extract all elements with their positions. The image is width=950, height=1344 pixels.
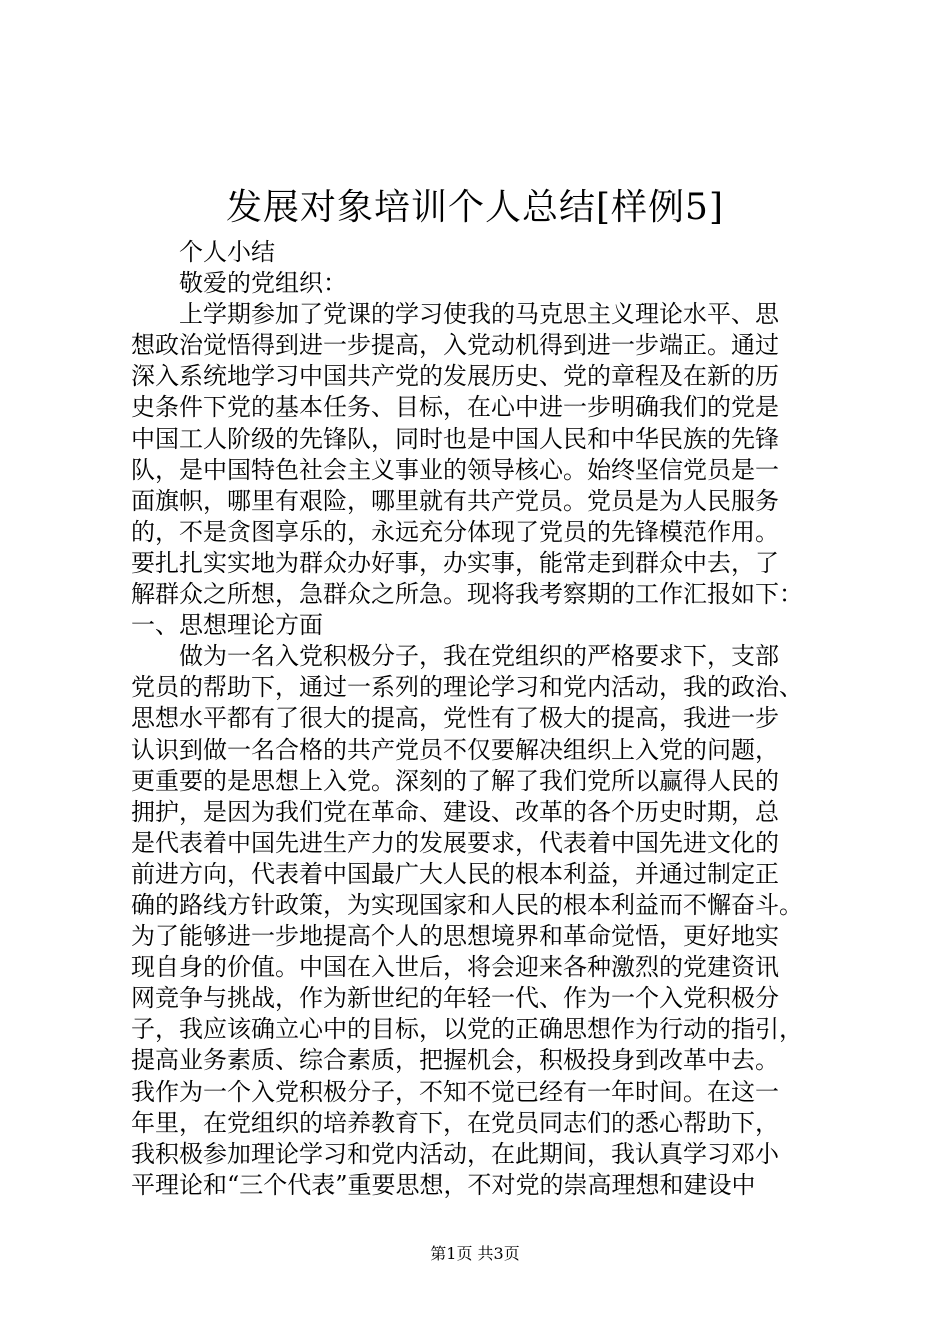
text-line: 年里，在党组织的培养教育下，在党员同志们的悉心帮助下， [131,1108,779,1137]
page-number-footer: 第1页 共3页 [430,1244,520,1263]
text-line: 中国工人阶级的先锋队，同时也是中国人民和中华民族的先锋 [131,424,779,453]
document-body [131,237,831,1201]
text-line: 认识到做一名合格的共产党员不仅要解决组织上入党的问题， [131,735,779,764]
text-line: 要扎扎实实地为群众办好事，办实事，能常走到群众中去，了 [131,548,779,577]
text-line: 的，不是贪图享乐的，永远充分体现了党员的先锋模范作用。 [131,517,779,546]
text-line: 为了能够进一步地提高个人的思想境界和革命觉悟，更好地实 [131,922,779,951]
text-line: 平理论和“三个代表”重要思想，不对党的崇高理想和建设中 [131,1170,756,1199]
text-line: 解群众之所想，急群众之所急。现将我考察期的工作汇报如下： [131,580,803,609]
text-line: 我作为一个入党积极分子，不知不觉已经有一年时间。在这一 [131,1077,779,1106]
text-line: 队，是中国特色社会主义事业的领导核心。始终坚信党员是一 [131,455,779,484]
text-line: 更重要的是思想上入党。深刻的了解了我们党所以赢得人民的 [131,766,779,795]
text-line: 提高业务素质、综合素质，把握机会，积极投身到改革中去。 [131,1046,779,1075]
text-line: 思想水平都有了很大的提高，党性有了极大的提高，我进一步 [131,704,779,733]
document-title: 发展对象培训个人总结[样例5] [226,187,724,228]
text-line: 史条件下党的基本任务、目标，在心中进一步明确我们的党是 [131,393,779,422]
text-line: 我积极参加理论学习和党内活动，在此期间，我认真学习邓小 [131,1139,779,1168]
text-line: 做为一名入党积极分子，我在党组织的严格要求下，支部 [179,642,779,671]
text-line-salutation: 敬爱的党组织： [179,269,347,298]
text-line: 现自身的价值。中国在入世后，将会迎来各种激烈的党建资讯 [131,953,779,982]
text-line: 深入系统地学习中国共产党的发展历史、党的章程及在新的历 [131,362,779,391]
text-line: 子，我应该确立心中的目标，以党的正确思想作为行动的指引， [131,1015,803,1044]
text-line-personal-summary: 个人小结 [179,238,275,266]
text-line: 前进方向，代表着中国最广大人民的根本利益，并通过制定正 [131,859,779,888]
text-line: 面旗帜，哪里有艰险，哪里就有共产党员。党员是为人民服务 [131,486,779,515]
text-line: 是代表着中国先进生产力的发展要求，代表着中国先进文化的 [131,828,779,857]
section-heading: 一、思想理论方面 [131,611,323,640]
text-line: 确的路线方针政策，为实现国家和人民的根本利益而不懈奋斗。 [131,890,803,919]
text-line: 上学期参加了党课的学习使我的马克思主义理论水平、思 [179,300,779,329]
text-line: 拥护，是因为我们党在革命、建设、改革的各个历史时期，总 [131,797,779,826]
text-line: 想政治觉悟得到进一步提高，入党动机得到进一步端正。通过 [131,331,779,360]
text-line: 党员的帮助下，通过一系列的理论学习和党内活动，我的政治、 [131,673,803,702]
text-line: 网竞争与挑战，作为新世纪的年轻一代、作为一个入党积极分 [131,984,779,1013]
